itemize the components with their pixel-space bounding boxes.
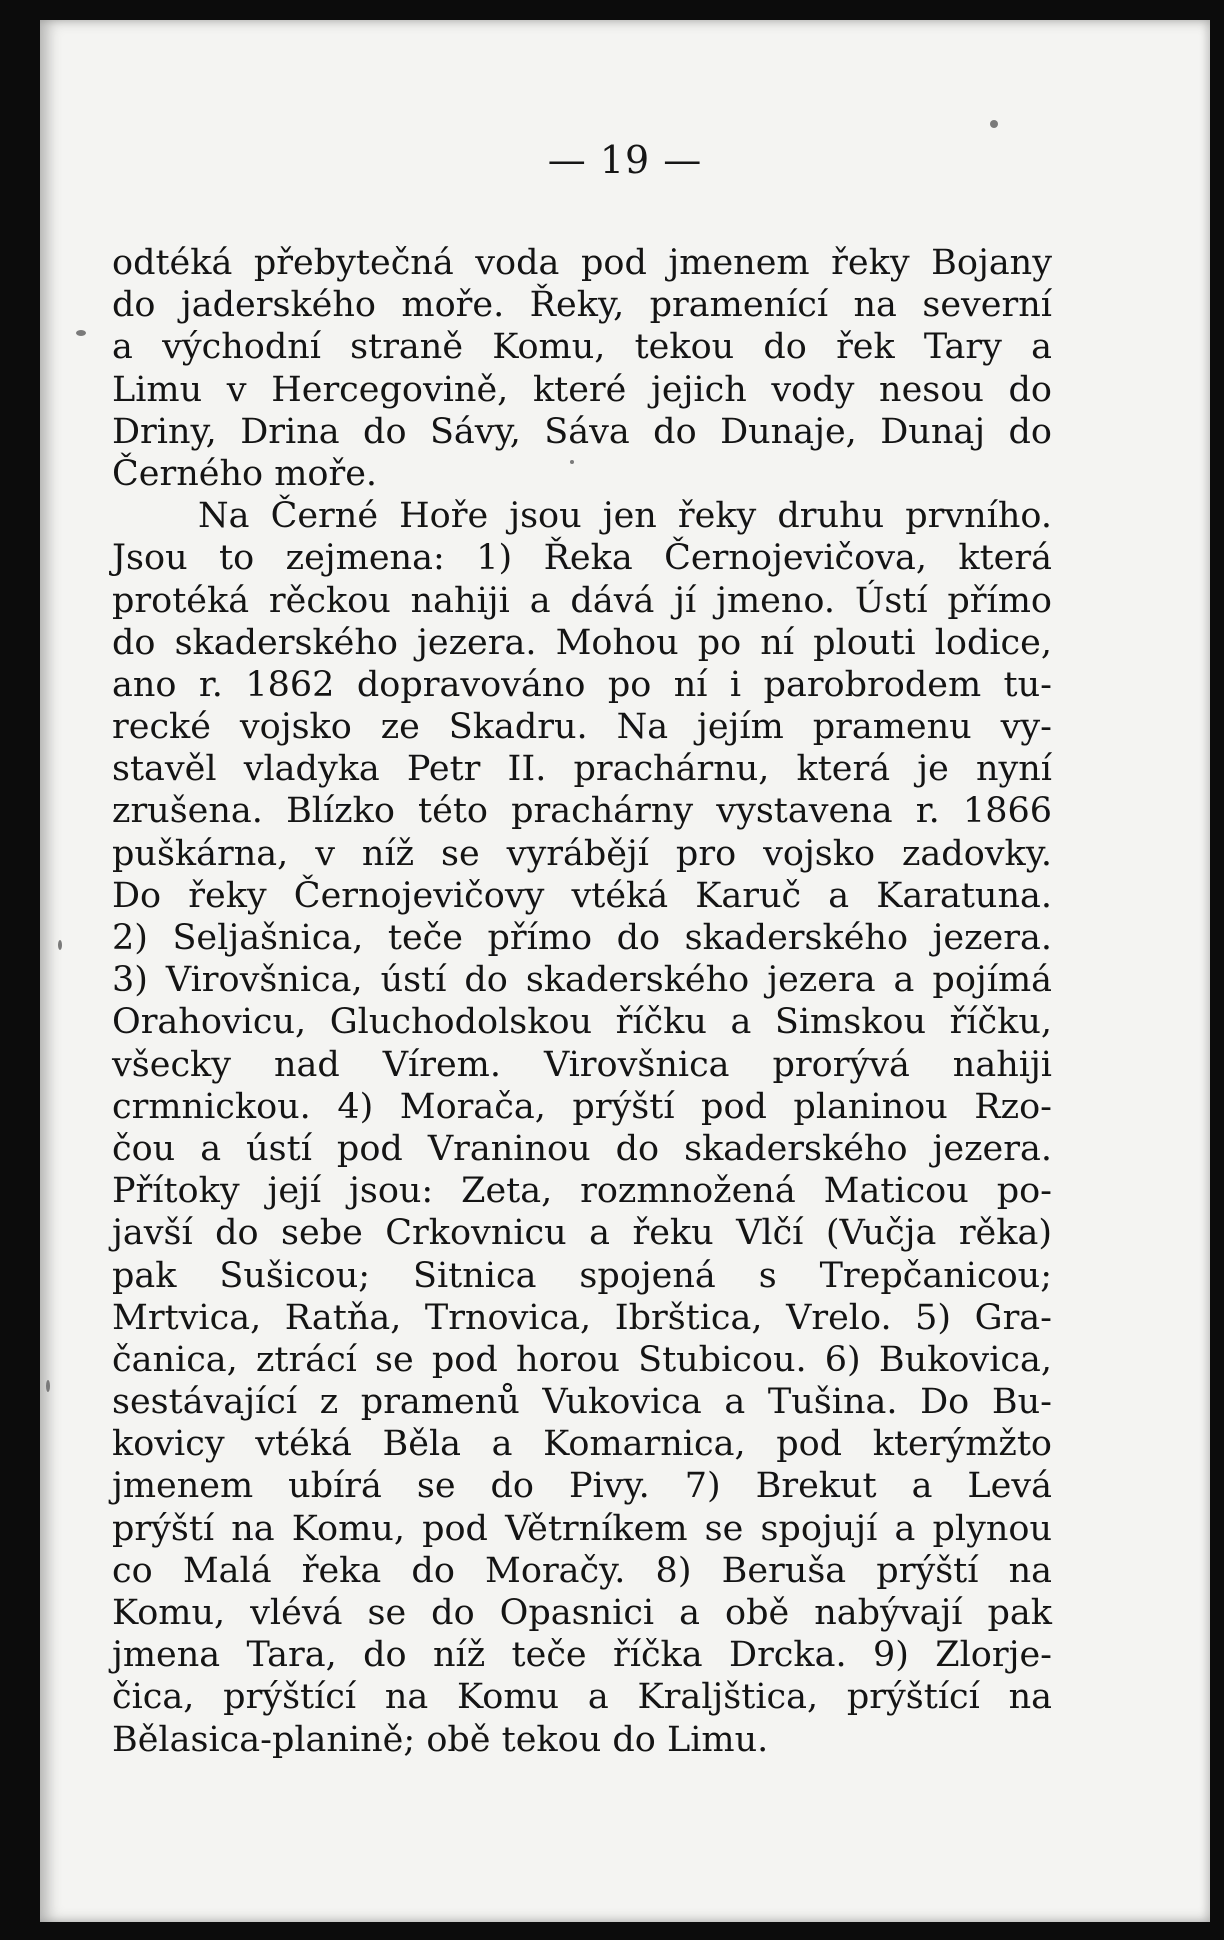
text-line: kovicy vtéká Běla a Komarnica, pod kterýmžto [112, 1424, 1052, 1465]
text-line: sestávající z pramenů Vukovica a Tušina. Do Bu- [112, 1382, 1052, 1423]
text-line: čanica, ztrácí se pod horou Stubicou. 6) Bukovica, [112, 1339, 1052, 1380]
ink-speck [58, 940, 62, 950]
text-line: Limu v Hercegovině, které jejich vody nesou do [112, 369, 1052, 410]
ink-speck [570, 460, 574, 464]
text-line: protéká rěckou nahiji a dává jí jmeno. Ústí přímo [112, 580, 1052, 621]
text-line: čica, prýštící na Komu a Kraljštica, prýštící na [112, 1677, 1052, 1718]
text-line: Mrtvica, Ratňa, Trnovica, Ibrštica, Vrelo. 5) Gra- [112, 1297, 1052, 1338]
text-line: do jaderského moře. Řeky, pramenící na severní [112, 285, 1052, 326]
text-line: Přítoky její jsou: Zeta, rozmnožená Maticou po- [112, 1171, 1052, 1212]
text-line: Na Černé Hoře jsou jen řeky druhu prvního. [198, 496, 1052, 537]
body-text [112, 242, 1052, 1761]
text-line: javší do sebe Crkovnicu a řeku Vlčí (Vučja rěka) [112, 1213, 1052, 1254]
text-line: do skaderského jezera. Mohou po ní plouti lodice, [112, 622, 1052, 663]
text-line: puškárna, v níž se vyrábějí pro vojsko zadovky. [112, 833, 1052, 874]
text-line: a východní straně Komu, tekou do řek Tary a [112, 327, 1052, 368]
text-line: odtéká přebytečná voda pod jmenem řeky Bojany [112, 243, 1052, 283]
text-line: crmnickou. 4) Morača, prýští pod planinou Rzo- [112, 1086, 1052, 1127]
text-line: Černého moře. [112, 453, 378, 494]
page-number: — 19 — [547, 138, 703, 182]
ink-speck [990, 120, 998, 128]
text-line: recké vojsko ze Skadru. Na jejím pramenu vy- [112, 707, 1052, 748]
text-line: prýští na Komu, pod Větrníkem se spojují a plynou [112, 1508, 1052, 1549]
text-line: Driny, Drina do Sávy, Sáva do Dunaje, Dunaj do [112, 411, 1052, 452]
ink-speck [76, 330, 86, 336]
ink-speck [46, 1380, 50, 1392]
text-line: čou a ústí pod Vraninou do skaderského jezera. [112, 1128, 1052, 1169]
text-line: zrušena. Blízko této prachárny vystavena r. 1866 [112, 791, 1052, 832]
text-line: stavěl vladyka Petr II. prachárnu, která je nyní [112, 749, 1052, 790]
text-line: pak Sušicou; Sitnica spojená s Trepčanicou; [112, 1255, 1052, 1296]
text-line: ano r. 1862 dopravováno po ní i parobrodem tu- [112, 664, 1052, 705]
text-line: 2) Seljašnica, teče přímo do skaderského jezera. [112, 918, 1052, 958]
book-page [40, 20, 1210, 1922]
text-line: Bělasica-planině; obě tekou do Limu. [112, 1719, 769, 1760]
text-line: Jsou to zejmena: 1) Řeka Černojevičova, která [112, 538, 1052, 579]
text-line: co Malá řeka do Moračy. 8) Beruša prýští na [112, 1550, 1052, 1591]
text-line: jmenem ubírá se do Pivy. 7) Brekut a Levá [112, 1466, 1052, 1507]
text-line: Komu, vlévá se do Opasnici a obě nabývají pak [112, 1593, 1052, 1633]
text-line: všecky nad Vírem. Virovšnica prorývá nahiji [112, 1044, 1052, 1085]
text-line: 3) Virovšnica, ústí do skaderského jezera a pojímá [112, 960, 1052, 1001]
text-line: Do řeky Černojevičovy vtéká Karuč a Karatuna. [112, 875, 1052, 916]
text-line: jmena Tara, do níž teče říčka Drcka. 9) Zlorje- [112, 1635, 1052, 1676]
text-line: Orahovicu, Gluchodolskou říčku a Simskou říčku, [112, 1002, 1052, 1043]
